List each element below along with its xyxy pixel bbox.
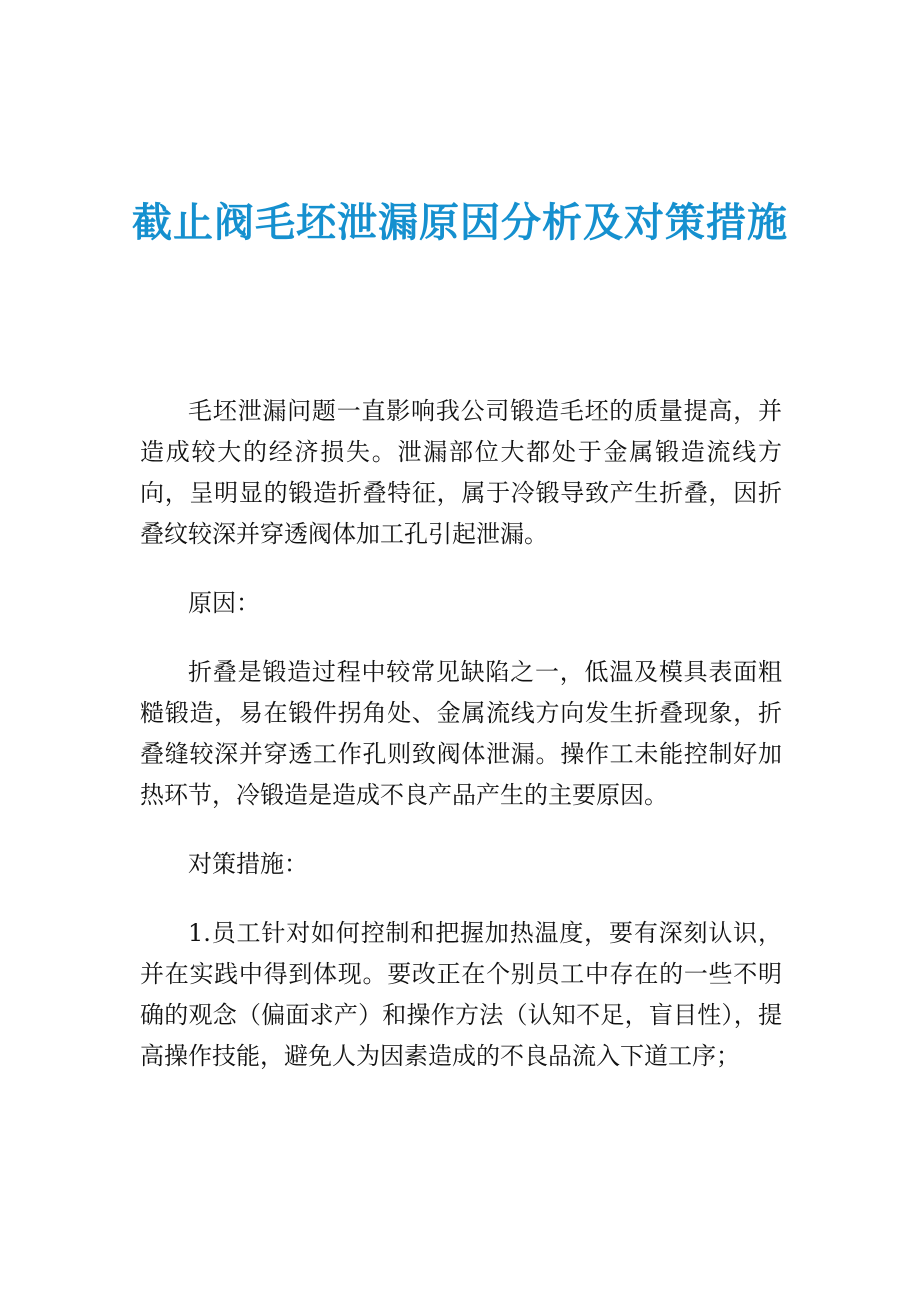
document-body (140, 391, 782, 1077)
paragraph-measures-heading: 对策措施： (188, 850, 308, 878)
paragraph-cause-heading: 原因： (188, 589, 260, 617)
paragraph-intro: 毛坯泄漏问题一直影响我公司锻造毛坯的质量提高，并造成较大的经济损失。泄漏部位大都处于金属锻造流线方向，呈明显的锻造折叠特征，属于冷锻导致产生折叠，因折叠纹较深并穿透阀体加工孔引起泄漏。 (140, 397, 782, 548)
paragraph-cause: 折叠是锻造过程中较常见缺陷之一，低温及模具表面粗糙锻造，易在锻件拐角处、金属流线方向发生折叠现象，折叠缝较深并穿透工作孔则致阀体泄漏。操作工未能控制好加热环节，冷锻造是造成不良产品产生的主要原因。 (140, 658, 782, 809)
paragraph-measure-1: 1.员工针对如何控制和把握加热温度，要有深刻认识，并在实践中得到体现。要改正在个别员工中存在的一些不明确的观念（偏面求产）和操作方法（认知不足，盲目性），提高操作技能，避免人为因素造成的不良品流入下道工序； (140, 919, 782, 1070)
document-title: 截止阀毛坯泄漏原因分析及对策措施 (132, 200, 788, 246)
